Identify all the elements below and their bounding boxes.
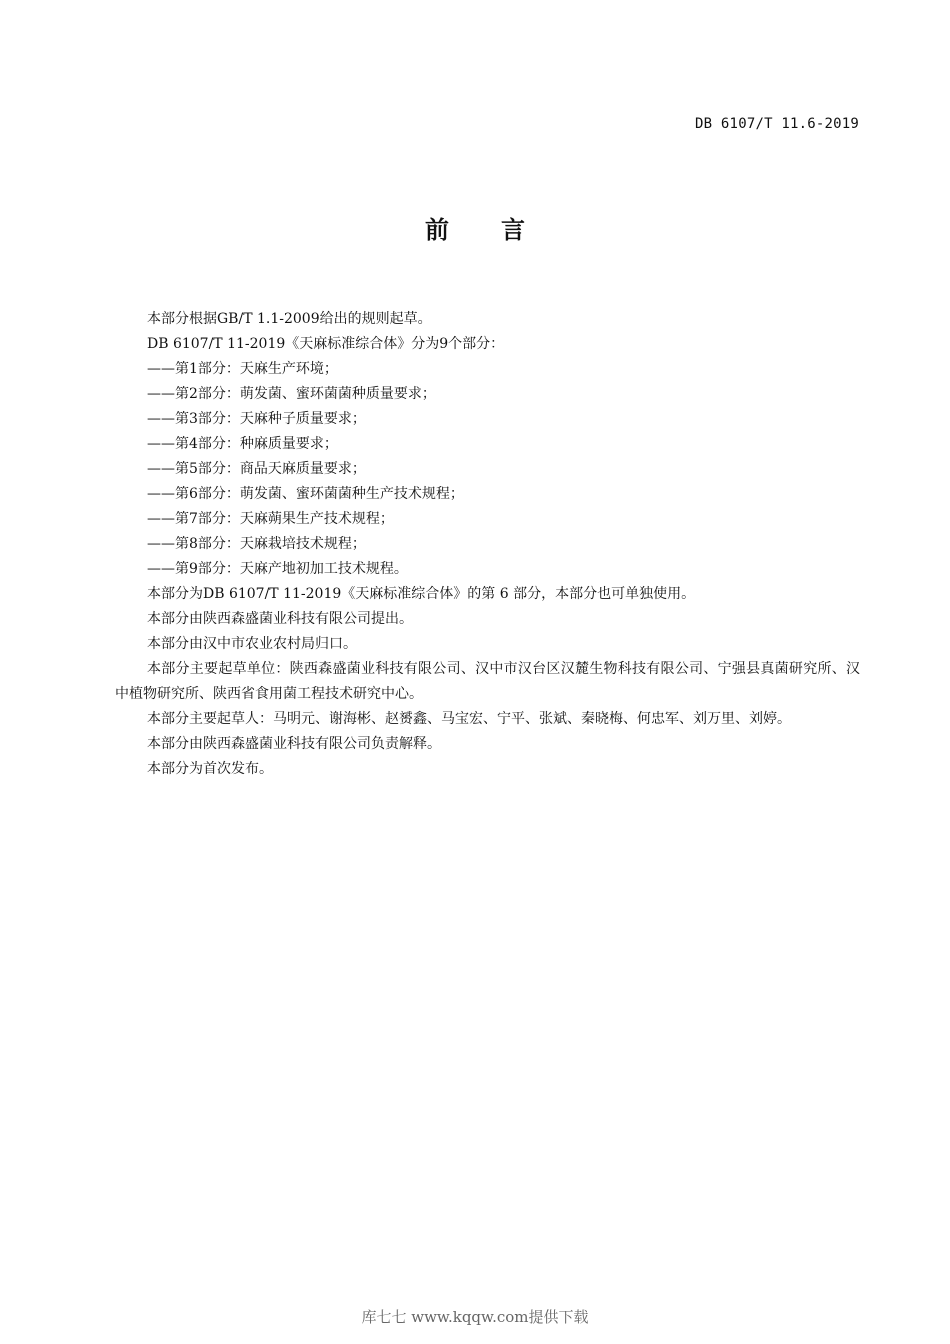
part-item: ——第6部分：萌发菌、蜜环菌菌种生产技术规程； — [147, 486, 464, 502]
document-code: DB 6107/T 11.6-2019 — [695, 116, 859, 132]
part-item: ——第3部分：天麻种子质量要求； — [147, 411, 366, 427]
paragraph-proposer: 本部分由陕西森盛菌业科技有限公司提出。 — [147, 611, 413, 627]
part-item: ——第8部分：天麻栽培技术规程； — [147, 536, 366, 552]
part-item: ——第7部分：天麻蒴果生产技术规程； — [147, 511, 394, 527]
foreword-body — [115, 307, 860, 782]
part-item: ——第1部分：天麻生产环境； — [147, 361, 338, 377]
page-title: 前言 — [425, 216, 577, 244]
paragraph-parts-intro: DB 6107/T 11-2019《天麻标准综合体》分为9个部分： — [147, 336, 505, 352]
paragraph-centralized-by: 本部分由汉中市农业农村局归口。 — [147, 636, 357, 652]
part-item: ——第4部分：种麻质量要求； — [147, 436, 338, 452]
paragraph-drafting-rules: 本部分根据GB/T 1.1-2009给出的规则起草。 — [147, 311, 432, 327]
paragraph-drafting-units: 本部分主要起草单位：陕西森盛菌业科技有限公司、汉中市汉台区汉麓生物科技有限公司、宁强县真菌研究所、汉中植物研究所、陕西省食用菌工程技术研究中心。 — [115, 661, 860, 702]
paragraph-part-scope: 本部分为DB 6107/T 11-2019《天麻标准综合体》的第 6 部分，本部分也可单独使用。 — [147, 586, 696, 602]
paragraph-drafters: 本部分主要起草人：马明元、谢海彬、赵赟鑫、马宝宏、宁平、张斌、秦晓梅、何忠军、刘万里、刘婷。 — [147, 711, 791, 727]
parts-list — [115, 357, 860, 582]
part-item: ——第2部分：萌发菌、蜜环菌菌种质量要求； — [147, 386, 436, 402]
paragraph-first-release: 本部分为首次发布。 — [147, 761, 273, 777]
footer-watermark: 库七七 www.kqqw.com提供下载 — [361, 1308, 589, 1326]
part-item: ——第5部分：商品天麻质量要求； — [147, 461, 366, 477]
part-item: ——第9部分：天麻产地初加工技术规程。 — [147, 561, 408, 577]
paragraph-interpretation: 本部分由陕西森盛菌业科技有限公司负责解释。 — [147, 736, 441, 752]
